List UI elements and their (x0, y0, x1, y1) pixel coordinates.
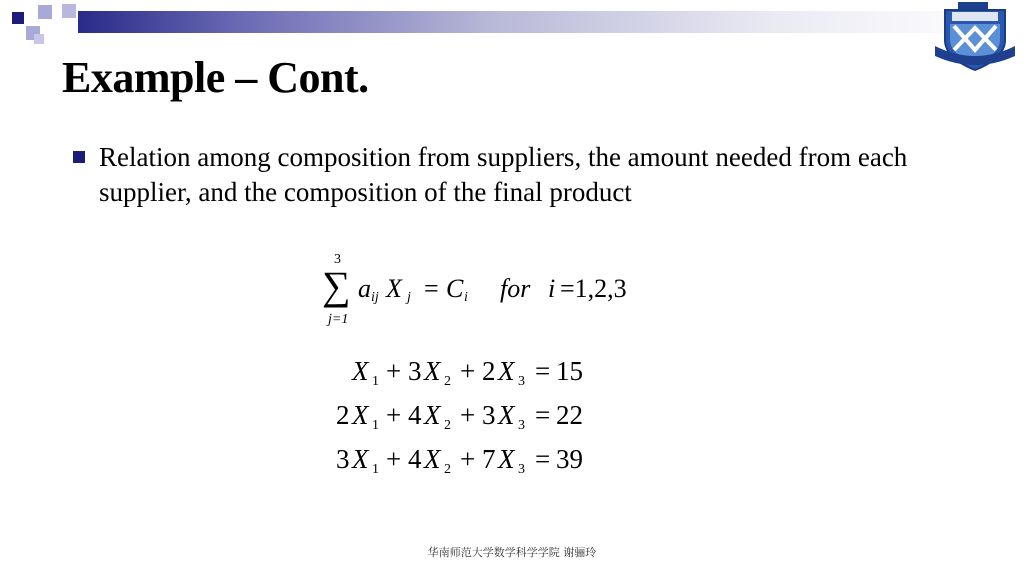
coef-3: 7 (482, 444, 496, 474)
op-1: + (386, 400, 402, 430)
var-x2: X (424, 356, 441, 386)
sum-symbol: ∑ (322, 263, 351, 308)
header-gradient-band (78, 11, 998, 33)
rhs-value: 22 (556, 400, 583, 430)
coef-1: 2 (336, 400, 350, 430)
index-i: i (548, 274, 556, 303)
sub-3: 3 (518, 418, 525, 433)
coef-a: a (358, 274, 371, 303)
coef-1: 3 (336, 444, 350, 474)
var-c: C (446, 274, 464, 303)
var-x-sub: j (407, 290, 411, 305)
sub-1: 1 (372, 374, 379, 389)
sub-3: 3 (518, 374, 525, 389)
sub-2: 2 (444, 418, 451, 433)
coef-2: 4 (408, 400, 422, 430)
sub-2: 2 (444, 374, 451, 389)
op-2: + (460, 400, 476, 430)
equation-row (330, 356, 610, 400)
footer-text: 华南师范大学数学科学学院 谢骊玲 (427, 546, 597, 559)
rhs-value: 15 (556, 356, 583, 386)
var-x2: X (424, 400, 441, 430)
equation-row (330, 400, 610, 444)
sum-upper-limit: 3 (334, 252, 341, 267)
equals-sign: = (535, 400, 551, 430)
equals-sign: = (535, 356, 551, 386)
equation-system (330, 356, 610, 488)
equals-sign: = (424, 274, 439, 303)
sum-lower-limit: j=1 (328, 312, 349, 327)
slide-title: Example – Cont. (62, 53, 369, 102)
summation-formula (318, 250, 658, 330)
for-keyword: for (500, 274, 531, 303)
op-1: + (386, 356, 402, 386)
coef-a-sub: ij (371, 290, 379, 305)
bullet-square-icon (73, 151, 85, 163)
coef-3: 3 (482, 400, 496, 430)
sub-2: 2 (444, 462, 451, 477)
op-2: + (460, 356, 476, 386)
rhs-value: 39 (556, 444, 583, 474)
decor-square-light (34, 34, 44, 44)
equals-sign: = (535, 444, 551, 474)
var-c-sub: i (464, 290, 468, 305)
coef-3: 2 (482, 356, 496, 386)
var-x1: X (352, 444, 369, 474)
op-1: + (386, 444, 402, 474)
sub-1: 1 (372, 418, 379, 433)
var-x3: X (498, 444, 515, 474)
decor-square-light (62, 4, 76, 18)
var-x1: X (352, 400, 369, 430)
op-2: + (460, 444, 476, 474)
decor-square-dark (12, 12, 24, 24)
university-logo-icon (930, 0, 1020, 72)
var-x3: X (498, 356, 515, 386)
coef-2: 3 (408, 356, 422, 386)
var-x3: X (498, 400, 515, 430)
sub-3: 3 (518, 462, 525, 477)
coef-2: 4 (408, 444, 422, 474)
index-range: =1,2,3 (560, 274, 627, 303)
var-x1: X (352, 356, 369, 386)
sub-1: 1 (372, 462, 379, 477)
bullet-text: Relation among composition from suppliers, the amount needed from each supplier, and the composition of the final product (99, 142, 908, 207)
var-x2: X (424, 444, 441, 474)
decor-square-light (38, 5, 52, 19)
equation-row (330, 444, 610, 488)
var-x: X (386, 274, 402, 303)
